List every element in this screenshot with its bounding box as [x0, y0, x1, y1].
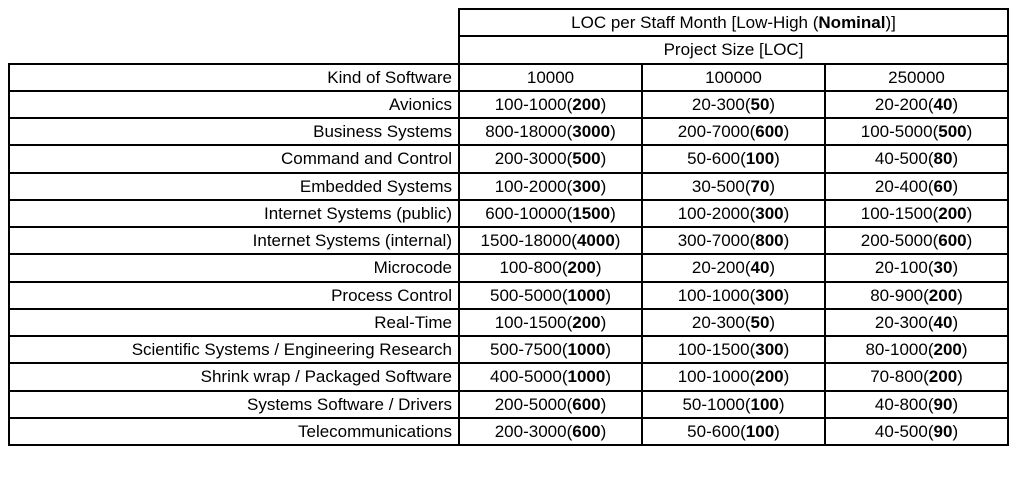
cell-range-text: 600-10000 — [485, 203, 567, 223]
cell-loc-range: 100-1500(200) — [459, 309, 642, 336]
cell-nominal-value: 200 — [567, 258, 596, 278]
cell-range-text: 100-1500 — [677, 340, 750, 359]
cell-loc-range: 100-5000(500) — [825, 118, 1008, 145]
cell-nominal-value: 50 — [750, 312, 770, 332]
table-row — [9, 200, 1008, 227]
table-row — [9, 118, 1008, 145]
cell-loc-range: 200-3000(600) — [459, 418, 642, 445]
cell-nominal-value: 70 — [750, 176, 770, 196]
cell-loc-range: 20-200(40) — [825, 91, 1008, 118]
table-title-text: LOC per Staff Month [Low-High (Nominal)] — [571, 13, 896, 32]
cell-loc-range: 300-7000(800) — [642, 227, 825, 254]
cell-range-text: 70-800 — [870, 367, 924, 387]
cell-nominal-value: 1000 — [567, 367, 606, 387]
row-label: Scientific Systems / Engineering Research — [9, 336, 459, 363]
cell-range-text: 50-600 — [687, 149, 741, 169]
cell-loc-range: 80-1000(200) — [825, 336, 1008, 363]
table-header-row — [9, 64, 1008, 91]
cell-nominal-value: 100 — [750, 394, 779, 414]
cell-loc-range: 30-500(70) — [642, 173, 825, 200]
cell-nominal-value: 100 — [745, 421, 775, 441]
table-row — [9, 227, 1008, 254]
cell-range-text: 1500-18000 — [480, 231, 572, 250]
cell-range-text: 200-5000 — [494, 394, 567, 414]
cell-range-text: 80-1000 — [865, 340, 928, 359]
cell-nominal-value: 1000 — [567, 285, 606, 305]
corner-spacer — [9, 9, 459, 36]
cell-range-text: 500-5000 — [489, 285, 562, 305]
cell-range-text: 100-1500 — [494, 312, 567, 332]
row-label: Internet Systems (public) — [9, 200, 459, 227]
cell-range-text: 50-600 — [687, 421, 741, 441]
cell-loc-range: 500-5000(1000) — [459, 282, 642, 309]
cell-nominal-value: 800 — [755, 231, 784, 250]
column-header-size-1: 100000 — [642, 64, 825, 91]
cell-nominal-value: 40 — [750, 258, 770, 278]
table-row — [9, 418, 1008, 445]
cell-loc-range: 40-500(90) — [825, 418, 1008, 445]
cell-nominal-value: 600 — [572, 421, 601, 441]
table-row — [9, 91, 1008, 118]
cell-nominal-value: 200 — [938, 203, 967, 223]
cell-range-text: 50-1000 — [682, 394, 745, 414]
cell-range-text: 20-200 — [874, 94, 928, 114]
cell-nominal-value: 200 — [928, 285, 958, 305]
cell-loc-range: 20-300(50) — [642, 309, 825, 336]
cell-loc-range: 20-300(50) — [642, 91, 825, 118]
cell-range-text: 200-3000 — [494, 149, 567, 169]
cell-range-text: 20-200 — [691, 258, 745, 278]
cell-loc-range: 200-5000(600) — [459, 391, 642, 418]
cell-range-text: 100-1500 — [860, 203, 933, 223]
column-header-kind-of-software: Kind of Software — [9, 64, 459, 91]
table-row — [9, 173, 1008, 200]
cell-range-text: 20-300 — [874, 312, 928, 332]
table-title — [459, 9, 1008, 36]
row-label: Microcode — [9, 254, 459, 281]
cell-range-text: 40-500 — [874, 421, 928, 441]
cell-loc-range: 100-1500(200) — [825, 200, 1008, 227]
cell-loc-range: 200-7000(600) — [642, 118, 825, 145]
cell-loc-range: 50-600(100) — [642, 145, 825, 172]
row-label: Command and Control — [9, 145, 459, 172]
cell-loc-range: 100-1000(200) — [459, 91, 642, 118]
cell-nominal-value: 1500 — [572, 203, 611, 223]
cell-range-text: 200-5000 — [860, 231, 933, 250]
cell-loc-range: 20-300(40) — [825, 309, 1008, 336]
cell-loc-range: 100-1000(300) — [642, 282, 825, 309]
cell-range-text: 20-300 — [691, 94, 745, 114]
cell-nominal-value: 200 — [572, 312, 601, 332]
table-row — [9, 254, 1008, 281]
cell-loc-range: 50-1000(100) — [642, 391, 825, 418]
row-label: Internet Systems (internal) — [9, 227, 459, 254]
cell-loc-range: 200-5000(600) — [825, 227, 1008, 254]
cell-range-text: 40-800 — [874, 394, 928, 414]
table-row — [9, 282, 1008, 309]
table-row — [9, 363, 1008, 390]
cell-nominal-value: 500 — [938, 122, 967, 141]
cell-loc-range: 100-1000(200) — [642, 363, 825, 390]
cell-nominal-value: 600 — [755, 122, 784, 141]
column-header-size-2: 250000 — [825, 64, 1008, 91]
cell-nominal-value: 600 — [938, 231, 967, 250]
cell-range-text: 100-2000 — [494, 176, 567, 196]
cell-range-text: 80-900 — [870, 285, 924, 305]
table-row — [9, 391, 1008, 418]
cell-nominal-value: 300 — [755, 203, 784, 223]
cell-range-text: 400-5000 — [489, 367, 562, 387]
cell-loc-range: 100-2000(300) — [459, 173, 642, 200]
cell-nominal-value: 200 — [928, 367, 958, 387]
cell-nominal-value: 80 — [933, 149, 953, 169]
cell-range-text: 100-2000 — [677, 203, 750, 223]
cell-range-text: 200-3000 — [494, 421, 567, 441]
column-header-size-0: 10000 — [459, 64, 642, 91]
cell-nominal-value: 90 — [933, 394, 953, 414]
cell-loc-range: 20-400(60) — [825, 173, 1008, 200]
cell-nominal-value: 200 — [933, 340, 962, 359]
cell-nominal-value: 90 — [933, 421, 953, 441]
cell-range-text: 100-5000 — [860, 122, 933, 141]
cell-loc-range: 400-5000(1000) — [459, 363, 642, 390]
table-title-row — [9, 9, 1008, 36]
cell-nominal-value: 200 — [755, 367, 784, 387]
table-row — [9, 336, 1008, 363]
loc-per-staff-month-table — [8, 8, 1009, 446]
cell-nominal-value: 40 — [933, 94, 953, 114]
row-label: Business Systems — [9, 118, 459, 145]
row-label: Systems Software / Drivers — [9, 391, 459, 418]
cell-nominal-value: 4000 — [576, 231, 615, 250]
table-subtitle: Project Size [LOC] — [459, 36, 1008, 63]
cell-loc-range: 800-18000(3000) — [459, 118, 642, 145]
row-label: Process Control — [9, 282, 459, 309]
table-title-emphasis: Nominal — [818, 13, 886, 32]
cell-range-text: 100-1000 — [677, 367, 750, 387]
cell-loc-range: 200-3000(500) — [459, 145, 642, 172]
cell-loc-range: 40-500(80) — [825, 145, 1008, 172]
cell-loc-range: 100-800(200) — [459, 254, 642, 281]
cell-range-text: 40-500 — [874, 149, 928, 169]
table-row — [9, 145, 1008, 172]
cell-range-text: 800-18000 — [485, 122, 567, 141]
cell-nominal-value: 50 — [750, 94, 770, 114]
corner-spacer-2 — [9, 36, 459, 63]
cell-range-text: 30-500 — [691, 176, 745, 196]
row-label: Shrink wrap / Packaged Software — [9, 363, 459, 390]
cell-nominal-value: 200 — [572, 94, 601, 114]
row-label: Real-Time — [9, 309, 459, 336]
cell-nominal-value: 300 — [755, 285, 784, 305]
cell-nominal-value: 300 — [572, 176, 601, 196]
cell-nominal-value: 1000 — [567, 340, 606, 359]
cell-range-text: 100-800 — [499, 258, 562, 278]
cell-nominal-value: 100 — [745, 149, 775, 169]
cell-loc-range: 20-200(40) — [642, 254, 825, 281]
cell-loc-range: 100-1500(300) — [642, 336, 825, 363]
cell-nominal-value: 500 — [572, 149, 601, 169]
row-label: Telecommunications — [9, 418, 459, 445]
cell-loc-range: 50-600(100) — [642, 418, 825, 445]
cell-nominal-value: 600 — [572, 394, 601, 414]
cell-loc-range: 600-10000(1500) — [459, 200, 642, 227]
cell-range-text: 200-7000 — [677, 122, 750, 141]
cell-nominal-value: 40 — [933, 312, 953, 332]
cell-loc-range: 1500-18000(4000) — [459, 227, 642, 254]
cell-loc-range: 20-100(30) — [825, 254, 1008, 281]
cell-range-text: 20-100 — [874, 258, 928, 278]
cell-range-text: 100-1000 — [494, 94, 567, 114]
table-body — [9, 9, 1008, 445]
cell-nominal-value: 60 — [933, 176, 953, 196]
cell-range-text: 300-7000 — [677, 231, 750, 250]
cell-loc-range: 80-900(200) — [825, 282, 1008, 309]
cell-range-text: 20-400 — [874, 176, 928, 196]
cell-range-text: 100-1000 — [677, 285, 750, 305]
cell-loc-range: 70-800(200) — [825, 363, 1008, 390]
cell-loc-range: 500-7500(1000) — [459, 336, 642, 363]
cell-loc-range: 100-2000(300) — [642, 200, 825, 227]
row-label: Embedded Systems — [9, 173, 459, 200]
table-subtitle-row — [9, 36, 1008, 63]
cell-nominal-value: 3000 — [572, 122, 611, 141]
table-row — [9, 309, 1008, 336]
cell-range-text: 20-300 — [691, 312, 745, 332]
cell-nominal-value: 300 — [755, 340, 784, 359]
cell-nominal-value: 30 — [933, 258, 953, 278]
cell-loc-range: 40-800(90) — [825, 391, 1008, 418]
cell-range-text: 500-7500 — [489, 340, 562, 359]
row-label: Avionics — [9, 91, 459, 118]
